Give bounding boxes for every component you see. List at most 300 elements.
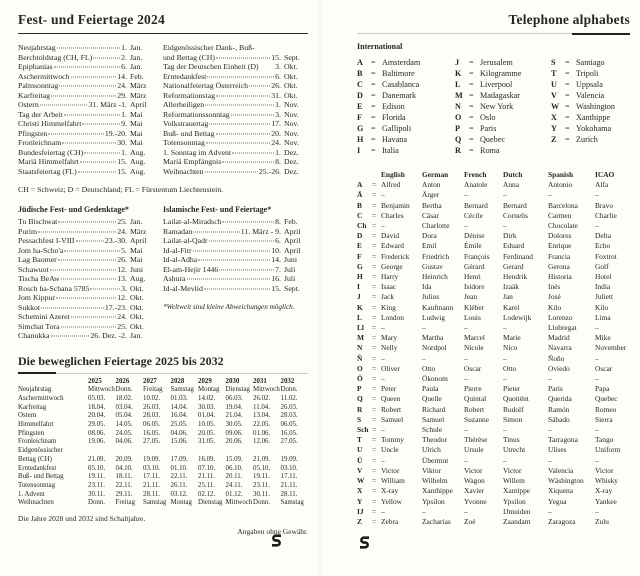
phonetic-word-cell: Lima	[595, 312, 611, 322]
entry-letter: E	[357, 102, 363, 111]
phonetic-word-cell: Louis	[464, 312, 481, 322]
holiday-day: 26. Dez. -2.	[90, 331, 127, 340]
phonetic-word-cell: Robert	[464, 404, 485, 414]
phonetic-word-cell: Victor	[503, 465, 522, 475]
row-letter: IJ	[357, 506, 364, 516]
phonetic-word-cell: Zacharias	[422, 516, 451, 526]
phonetic-word-cell: –	[464, 221, 468, 231]
phonetic-word-cell: Francia	[548, 251, 571, 261]
holiday-name: Simchat Tora	[18, 321, 60, 331]
islamic-holidays-section	[163, 194, 308, 341]
holiday-name: Tu Bischwat	[18, 217, 58, 226]
date-cell: 16.09.	[198, 455, 216, 463]
leader-dots	[216, 57, 270, 58]
holiday-day: 1.	[121, 43, 127, 52]
phonetic-word-cell: Zulu	[595, 516, 609, 526]
date-cell: 14.02.	[198, 394, 216, 402]
row-letter: G	[357, 261, 363, 271]
phonetic-word-cell: Kléber	[464, 302, 485, 312]
phonetic-word-cell: Dirk	[503, 231, 517, 241]
date-cell: Montag	[170, 499, 192, 507]
phonetic-word-cell: Suzanne	[464, 414, 490, 424]
alphabet-entry	[551, 90, 630, 101]
entry-letter: P	[455, 124, 461, 133]
equals-sign: =	[372, 180, 377, 190]
phonetic-word-cell: Oliver	[381, 363, 400, 373]
phonetic-word-cell: Alfa	[595, 180, 609, 190]
holiday-row	[163, 227, 308, 237]
holiday-row	[18, 236, 154, 246]
holiday-name: Palmsonntag	[18, 81, 59, 90]
phonetic-word-cell: –	[381, 455, 385, 465]
date-cell	[198, 447, 226, 456]
abbreviation-legend: CH = Schweiz; D = Deutschland; FL = Fürstentum Liechtenstein.	[18, 185, 224, 194]
date-cell: 11.04.	[253, 403, 270, 411]
holiday-month: Dez.	[284, 147, 299, 157]
phonetic-word-cell: –	[464, 374, 468, 384]
equals-sign: =	[565, 102, 570, 111]
phonetic-word-cell: Mike	[595, 333, 611, 343]
phonetic-word-cell: Peter	[381, 384, 397, 394]
alphabet-entry	[455, 68, 551, 79]
phonetic-word-cell: Benjamin	[381, 200, 410, 210]
phonetic-word-cell: Jean	[464, 292, 478, 302]
date-cell	[171, 447, 199, 456]
holiday-day: 15.	[117, 157, 127, 166]
phonetic-word-cell: Kaufmann	[422, 302, 454, 312]
equals-sign: =	[372, 312, 377, 322]
left-page-title-text: Fest- und Feiertage 2024	[18, 12, 165, 27]
date-cell	[143, 447, 171, 456]
holiday-name: Berchtoldstag (CH, FL)	[18, 52, 93, 62]
phonetic-word-cell: Ursule	[464, 445, 484, 455]
table-row	[18, 482, 308, 491]
entry-letter: T	[551, 69, 557, 78]
phonetic-word-cell: Papa	[595, 384, 610, 394]
phonetic-row	[357, 252, 630, 262]
date-cell: 26.02.	[253, 394, 271, 402]
phonetic-word-cell: Oscar	[464, 363, 482, 373]
date-cell: Samstag	[170, 386, 194, 394]
jewish-holidays-list	[18, 217, 154, 341]
phonetic-word-cell: –	[503, 425, 507, 435]
phonetic-word-cell: Übermut	[422, 455, 449, 465]
holiday-month: Aug.	[130, 274, 146, 283]
phonetic-word-cell: Ärger	[422, 190, 440, 200]
row-letter: N	[357, 343, 363, 353]
holiday-day: 24.	[117, 81, 127, 90]
holiday-month: April	[284, 226, 301, 236]
leader-dots	[57, 48, 120, 49]
date-cell: 22.11.	[115, 481, 133, 489]
holiday-month: Nov.	[284, 100, 299, 109]
phonetic-word-cell: Paula	[422, 384, 439, 394]
phonetic-word-cell: Gustav	[422, 261, 443, 271]
equals-sign: =	[469, 124, 474, 133]
equals-sign: =	[372, 476, 377, 486]
international-column	[455, 57, 551, 156]
phonetic-word-cell: Nordpol	[422, 343, 447, 353]
date-cell: 10.05.	[198, 421, 216, 429]
entry-word: Quebec	[480, 135, 506, 144]
row-letter: O	[357, 363, 363, 373]
phonetic-word-cell: –	[503, 353, 507, 363]
year-header-cell: 2030	[225, 377, 240, 385]
equals-sign: =	[372, 374, 377, 384]
holiday-name: Sukkot	[18, 302, 41, 312]
date-cell: 19.09.	[143, 455, 161, 463]
holiday-name: Jom ha-Scho'a	[18, 245, 64, 255]
equals-sign: =	[372, 455, 377, 465]
holiday-row	[18, 331, 154, 341]
date-cell: 21.09.	[253, 455, 271, 463]
phonetic-word-cell: Juliett	[595, 292, 614, 302]
holiday-name: Epiphanias	[18, 62, 53, 71]
holiday-month: Jan.	[130, 52, 143, 62]
date-cell: Mittwoch	[225, 499, 253, 507]
row-letter: E	[357, 241, 362, 251]
leader-dots	[58, 222, 116, 223]
phonetic-row	[357, 466, 630, 476]
phonetic-word-cell: William	[381, 476, 405, 486]
holiday-row	[18, 81, 154, 91]
phonetic-word-cell: Ökonom	[422, 374, 448, 384]
equals-sign: =	[469, 69, 474, 78]
alphabet-entry	[551, 68, 630, 79]
holiday-row	[163, 265, 308, 275]
phonetic-word-cell: Nico	[503, 343, 518, 353]
holiday-row	[163, 53, 308, 63]
equals-sign: =	[469, 102, 474, 111]
entry-word: Madagaskar	[480, 91, 521, 100]
phonetic-word-cell: Zoé	[464, 516, 476, 526]
phonetic-word-cell: Queen	[381, 394, 401, 404]
date-cell	[281, 447, 309, 456]
phonetic-word-cell: Whisky	[595, 476, 618, 486]
holiday-day: 19.-20.	[104, 128, 127, 138]
date-cell: 18.02.	[115, 394, 133, 402]
equals-sign: =	[469, 91, 474, 100]
phonetic-word-cell: Richard	[422, 404, 446, 414]
leader-dots	[82, 124, 120, 125]
date-cell: 20.06.	[225, 438, 243, 446]
date-cell: 03.10.	[280, 464, 298, 472]
holiday-month: Sept.	[284, 283, 300, 293]
leader-dots	[90, 288, 120, 289]
holiday-name: Pessachfest I-VIII	[18, 236, 75, 245]
date-cell: 31.05.	[198, 438, 216, 446]
entry-word: Paris	[480, 124, 497, 133]
holiday-row	[18, 129, 154, 139]
phonetic-word-cell: Willem	[503, 476, 525, 486]
entry-word: Santiago	[576, 58, 605, 67]
table-row	[18, 499, 308, 508]
holiday-name: Aschermittwoch	[18, 71, 70, 81]
phonetic-word-cell: Henri	[464, 272, 481, 282]
holiday-month: Mai	[130, 245, 143, 255]
phonetic-word-cell: Isaac	[381, 282, 397, 292]
table-corner-cell	[18, 378, 88, 387]
holiday-month: Juni	[284, 255, 297, 264]
phonetic-word-cell: Paris	[548, 384, 563, 394]
holiday-day: 20.	[271, 128, 281, 138]
entry-word: Zurich	[576, 135, 598, 144]
leader-dots	[62, 143, 116, 144]
holiday-day: 29.	[117, 90, 127, 100]
holiday-list-col1	[18, 43, 154, 176]
leader-dots	[76, 241, 104, 242]
equals-sign: =	[372, 241, 377, 251]
date-cell: 12.06.	[253, 438, 271, 446]
leader-dots	[93, 57, 120, 58]
phonetic-word-cell: Foxtrot	[595, 251, 617, 261]
date-cell: 11.02.	[280, 394, 298, 402]
leader-dots	[38, 231, 116, 232]
leader-dots	[78, 171, 117, 172]
equals-sign: =	[371, 102, 376, 111]
row-label: Himmelfahrt	[18, 421, 54, 429]
row-label: Pfingsten	[18, 429, 45, 437]
date-cell: 19.06.	[88, 438, 106, 446]
entry-letter: Z	[551, 135, 557, 144]
holiday-row	[163, 167, 308, 177]
equals-sign: =	[371, 113, 376, 122]
disclaimer-note: Angaben ohne Gewähr.	[237, 527, 308, 537]
equals-sign: =	[372, 261, 377, 271]
holiday-month: Mai	[130, 109, 143, 119]
phonetic-row	[357, 415, 630, 425]
holiday-row	[163, 246, 308, 256]
equals-sign: =	[371, 80, 376, 89]
phonetic-word-cell: Otto	[422, 363, 436, 373]
language-header-cell: French	[464, 170, 487, 179]
holiday-row	[163, 236, 308, 246]
holiday-month: Okt.	[284, 62, 298, 71]
right-page-title-text: Telephone alphabets	[508, 12, 630, 27]
phonetic-word-cell: –	[595, 455, 599, 465]
movable-feasts-section	[18, 354, 308, 537]
holiday-row	[18, 91, 154, 101]
date-cell: 14.05.	[115, 421, 133, 429]
leader-dots	[61, 326, 117, 327]
phonetic-word-cell: Uniform	[595, 445, 621, 455]
row-letter: Sch	[357, 425, 369, 435]
phonetic-word-cell: –	[548, 506, 552, 516]
phonetic-row	[357, 374, 630, 384]
date-cell	[116, 447, 144, 456]
phonetic-word-cell: Tinus	[503, 435, 520, 445]
date-cell: 05.10.	[88, 464, 106, 472]
row-letter: R	[357, 404, 363, 414]
left-page-title	[18, 12, 308, 34]
holiday-name: Id-al-Fitr	[163, 245, 192, 255]
phonetic-word-cell: Bertha	[422, 200, 442, 210]
phonetic-word-cell: –	[548, 455, 552, 465]
phonetic-word-cell: Xantippe	[503, 486, 531, 496]
row-letter: K	[357, 302, 363, 312]
date-cell: 15.06.	[170, 438, 188, 446]
holiday-day: 8.	[275, 157, 281, 166]
leader-dots	[249, 86, 270, 87]
phonetic-row	[357, 394, 630, 404]
holiday-name: Chanukka	[18, 331, 50, 340]
alphabet-entry	[357, 145, 455, 156]
holiday-day: 11. März - 9.	[240, 226, 281, 236]
phonetic-word-cell: Izaäk	[503, 282, 519, 292]
phonetic-word-cell: Madrid	[548, 333, 570, 343]
equals-sign: =	[371, 58, 376, 67]
phonetic-word-cell: Harry	[381, 272, 399, 282]
holiday-month: Okt.	[130, 283, 144, 293]
language-header-cell: German	[422, 170, 449, 179]
date-cell: 01.06.	[253, 429, 271, 437]
holiday-month: Okt.	[284, 90, 298, 100]
equals-sign: =	[565, 69, 570, 78]
phonetic-word-cell: Tommy	[381, 435, 404, 445]
holiday-name: Tag der Deutschen Einheit (D)	[163, 62, 259, 71]
entry-word: Uppsala	[576, 80, 603, 89]
row-label: Eidgenössischer	[18, 447, 63, 455]
phonetic-word-cell: Émile	[464, 241, 482, 251]
phonetic-word-cell: Ferdinand	[503, 251, 533, 261]
phonetic-word-cell: –	[422, 353, 426, 363]
holiday-name: Lailat-al-Miradsch	[163, 217, 222, 226]
holiday-day: 6.	[121, 62, 127, 71]
holiday-month: Jan.	[130, 331, 143, 340]
date-cell: 21.11.	[280, 481, 298, 489]
holiday-month: Mai	[130, 255, 143, 264]
phonetic-word-cell: Sábado	[548, 414, 570, 424]
phonetic-word-cell: Golf	[595, 261, 609, 271]
phonetic-word-cell: Querida	[548, 394, 572, 404]
date-cell: 22.11.	[170, 473, 188, 481]
phonetic-word-cell: Inés	[548, 282, 561, 292]
holiday-day: 31. März -1.	[88, 100, 127, 109]
holiday-name: Ostern	[18, 100, 39, 109]
phonetic-word-cell: Carmen	[548, 210, 572, 220]
leader-dots	[61, 279, 117, 280]
alphabet-entry	[357, 57, 455, 68]
phonetic-word-cell: –	[464, 323, 468, 333]
phonetic-word-cell: Robert	[381, 404, 402, 414]
holiday-name: Id-al-Adha	[163, 255, 198, 264]
leader-dots	[198, 260, 270, 261]
date-cell: 05.04.	[115, 412, 133, 420]
phonetic-word-cell: Kilo	[595, 302, 609, 312]
holiday-name: Rosch ha-Schana 5785	[18, 283, 90, 293]
entry-letter: G	[357, 124, 364, 133]
phonetic-word-cell: Pieter	[503, 384, 521, 394]
year-header-cell: 2025	[88, 377, 102, 385]
holiday-row	[18, 110, 154, 120]
leader-dots	[232, 152, 274, 153]
phonetic-word-cell: Hendrik	[503, 272, 528, 282]
international-title: International	[357, 42, 403, 51]
holiday-row	[18, 148, 154, 158]
phonetic-word-cell: Marcel	[464, 333, 485, 343]
equals-sign: =	[372, 323, 377, 333]
holiday-row	[163, 138, 308, 148]
entry-word: Italia	[382, 146, 399, 155]
holiday-name: Bundesfeiertag (CH)	[18, 147, 84, 157]
entry-word: Tripoli	[576, 69, 599, 78]
entry-letter: D	[357, 91, 363, 100]
equals-sign: =	[372, 190, 377, 200]
phonetic-row	[357, 190, 630, 200]
holiday-month: Okt.	[284, 71, 298, 81]
year-header-cell: 2027	[143, 377, 157, 385]
alphabet-entry	[455, 134, 551, 145]
phonetic-word-cell: –	[595, 323, 599, 333]
phonetic-word-cell: Zaragoza	[548, 516, 576, 526]
holiday-day: 23.-30.	[104, 236, 127, 245]
phonetic-word-cell: –	[381, 425, 385, 435]
row-label: Karfreitag	[18, 403, 47, 411]
phonetic-word-cell: Wagon	[464, 476, 485, 486]
phonetic-word-cell: Ulises	[548, 445, 567, 455]
date-cell: Samstag	[143, 499, 167, 507]
phonetic-word-cell: Ida	[422, 282, 432, 292]
entry-word: New York	[480, 102, 514, 111]
date-cell: 06.10.	[225, 464, 243, 472]
holiday-month: Nov.	[284, 138, 299, 147]
phonetic-word-cell: –	[464, 455, 468, 465]
phonetic-word-cell: –	[548, 190, 552, 200]
date-cell: 28.11.	[143, 490, 160, 498]
row-label: Bettag (CH)	[18, 455, 52, 463]
phonetic-word-cell: –	[595, 425, 599, 435]
header-spacer	[357, 170, 372, 180]
phonetic-word-cell: Otto	[503, 363, 517, 373]
entry-word: Edison	[382, 102, 405, 111]
phonetic-word-cell: Theodor	[422, 435, 448, 445]
date-cell: 01.10.	[170, 464, 188, 472]
holiday-row	[163, 91, 308, 101]
date-cell: 23.11.	[88, 481, 105, 489]
holiday-row	[18, 274, 154, 284]
row-letter: C	[357, 210, 363, 220]
table-row	[18, 447, 308, 456]
leader-dots	[204, 288, 270, 289]
phonetic-word-cell: Samuel	[381, 414, 404, 424]
date-cell: 20.11.	[225, 473, 243, 481]
holiday-name: Reformationssonntag	[163, 109, 230, 119]
phonetic-row	[357, 221, 630, 231]
phonetic-word-cell: –	[381, 374, 385, 384]
holiday-day: 17.	[271, 119, 281, 128]
date-cell: 26.03.	[280, 403, 298, 411]
phonetic-row	[357, 405, 630, 415]
holiday-name: Lailat-al-Qadr	[163, 236, 208, 245]
date-cell: 02.12.	[198, 490, 216, 498]
phonetic-word-cell: José	[548, 292, 561, 302]
phonetic-word-cell: Lodewijk	[503, 312, 532, 322]
holiday-day: 1.	[275, 147, 281, 157]
date-cell: 04.10.	[115, 464, 133, 472]
entry-letter: H	[357, 135, 364, 144]
holiday-name: Staatsfeiertag (FL)	[18, 166, 77, 176]
holiday-day: 12.	[117, 293, 127, 302]
entry-word: Washington	[576, 102, 615, 111]
equals-sign: =	[372, 516, 377, 526]
language-header-cell: ICAO	[595, 170, 615, 179]
leader-dots	[59, 86, 116, 87]
right-page	[320, 0, 640, 576]
row-letter: S	[357, 414, 362, 424]
holiday-name: Eidgenössischer Dank-, Buß-	[163, 43, 255, 52]
holiday-month: Feb.	[130, 71, 144, 81]
holiday-row	[163, 157, 308, 167]
